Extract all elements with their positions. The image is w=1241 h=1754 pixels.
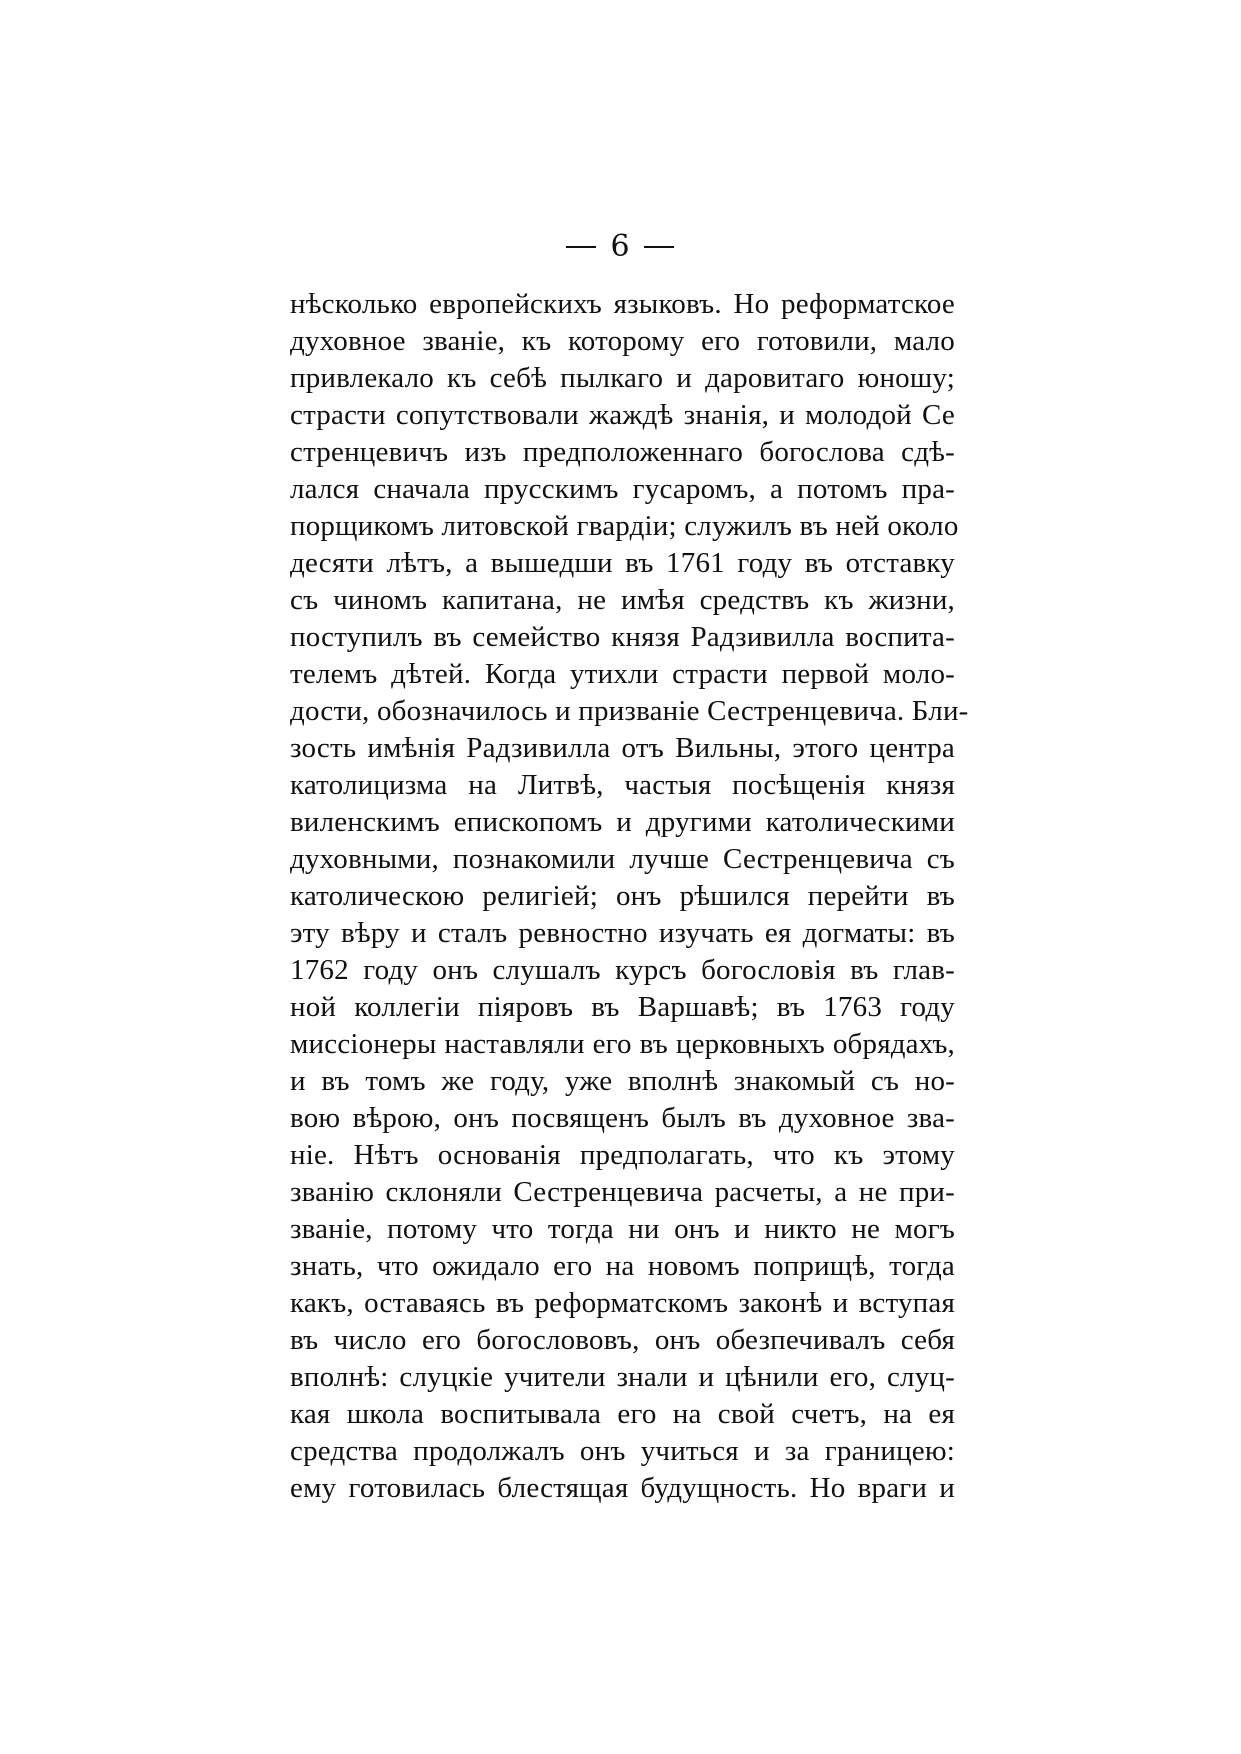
page-number [555, 226, 685, 268]
text-line: и въ томъ же году, уже вполнѣ знакомый съ но- [290, 1065, 955, 1097]
text-line: стренцевичъ изъ предположеннаго богослова сдѣ- [290, 436, 955, 468]
text-line: съ чиномъ капитана, не имѣя средствъ къ жизни, [290, 584, 955, 616]
text-line: десяти лѣтъ, а вышедши въ 1761 году въ отставку [290, 547, 955, 579]
text-line: лался сначала прусскимъ гусаромъ, а потомъ пра- [290, 473, 955, 505]
text-line: эту вѣру и сталъ ревностно изучать ея догматы: въ [290, 917, 955, 949]
text-line: званіе, потому что тогда ни онъ и никто не могъ [290, 1213, 955, 1245]
text-line: 1762 году онъ слушалъ курсъ богословія въ глав- [290, 954, 955, 986]
text-line: ему готовилась блестящая будущность. Но враги и [290, 1472, 955, 1504]
page-number-value: 6 [610, 229, 630, 264]
left-dash [566, 246, 596, 248]
right-dash [644, 246, 674, 248]
text-line: привлекало къ себѣ пылкаго и даровитаго юношу; [290, 362, 955, 394]
text-line: католическою религіей; онъ рѣшился перейти въ [290, 880, 955, 912]
text-line: виленскимъ епископомъ и другими католическими [290, 806, 955, 838]
text-line: какъ, оставаясь въ реформатскомъ законѣ и вступая [290, 1287, 955, 1319]
text-line: ной коллегіи піяровъ въ Варшавѣ; въ 1763 году [290, 991, 955, 1023]
text-line: духовное званіе, къ которому его готовили, мало [290, 325, 955, 357]
text-line: знать, что ожидало его на новомъ поприщѣ, тогда [290, 1250, 955, 1282]
text-line: вою вѣрою, онъ посвященъ былъ въ духовное зва- [290, 1102, 955, 1134]
text-line: званію склоняли Сестренцевича расчеты, а не при- [290, 1176, 955, 1208]
text-line: средства продолжалъ онъ учиться и за границею: [290, 1435, 955, 1467]
text-line: кая школа воспитывала его на свой счетъ, на ея [290, 1398, 955, 1430]
text-line: католицизма на Литвѣ, частыя посѣщенія князя [290, 769, 955, 801]
body-text [290, 285, 969, 1565]
text-line: зость имѣнія Радзивилла отъ Вильны, этого центра [290, 732, 955, 764]
text-line: въ число его богослововъ, онъ обезпечивалъ себя [290, 1324, 955, 1356]
text-line: страсти сопутствовали жаждѣ знанія, и молодой Се [290, 399, 955, 431]
text-line: миссіонеры наставляли его въ церковныхъ обрядахъ, [290, 1028, 955, 1060]
text-line: нѣсколько европейскихъ языковъ. Но реформатское [290, 288, 955, 320]
text-line: духовными, познакомили лучше Сестренцевича съ [290, 843, 955, 875]
text-line: поступилъ въ семейство князя Радзивилла воспита- [290, 621, 955, 653]
text-line: ніе. Нѣтъ основанія предполагать, что къ этому [290, 1139, 955, 1171]
text-line: вполнѣ: слуцкіе учители знали и цѣнили его, слуц- [290, 1361, 955, 1393]
text-line: телемъ дѣтей. Когда утихли страсти первой моло- [290, 658, 955, 690]
text-line: порщикомъ литовской гвардіи; служилъ въ ней около [290, 510, 959, 542]
text-line: дости, обозначилось и призваніе Сестренцевича. Бли- [290, 695, 969, 727]
